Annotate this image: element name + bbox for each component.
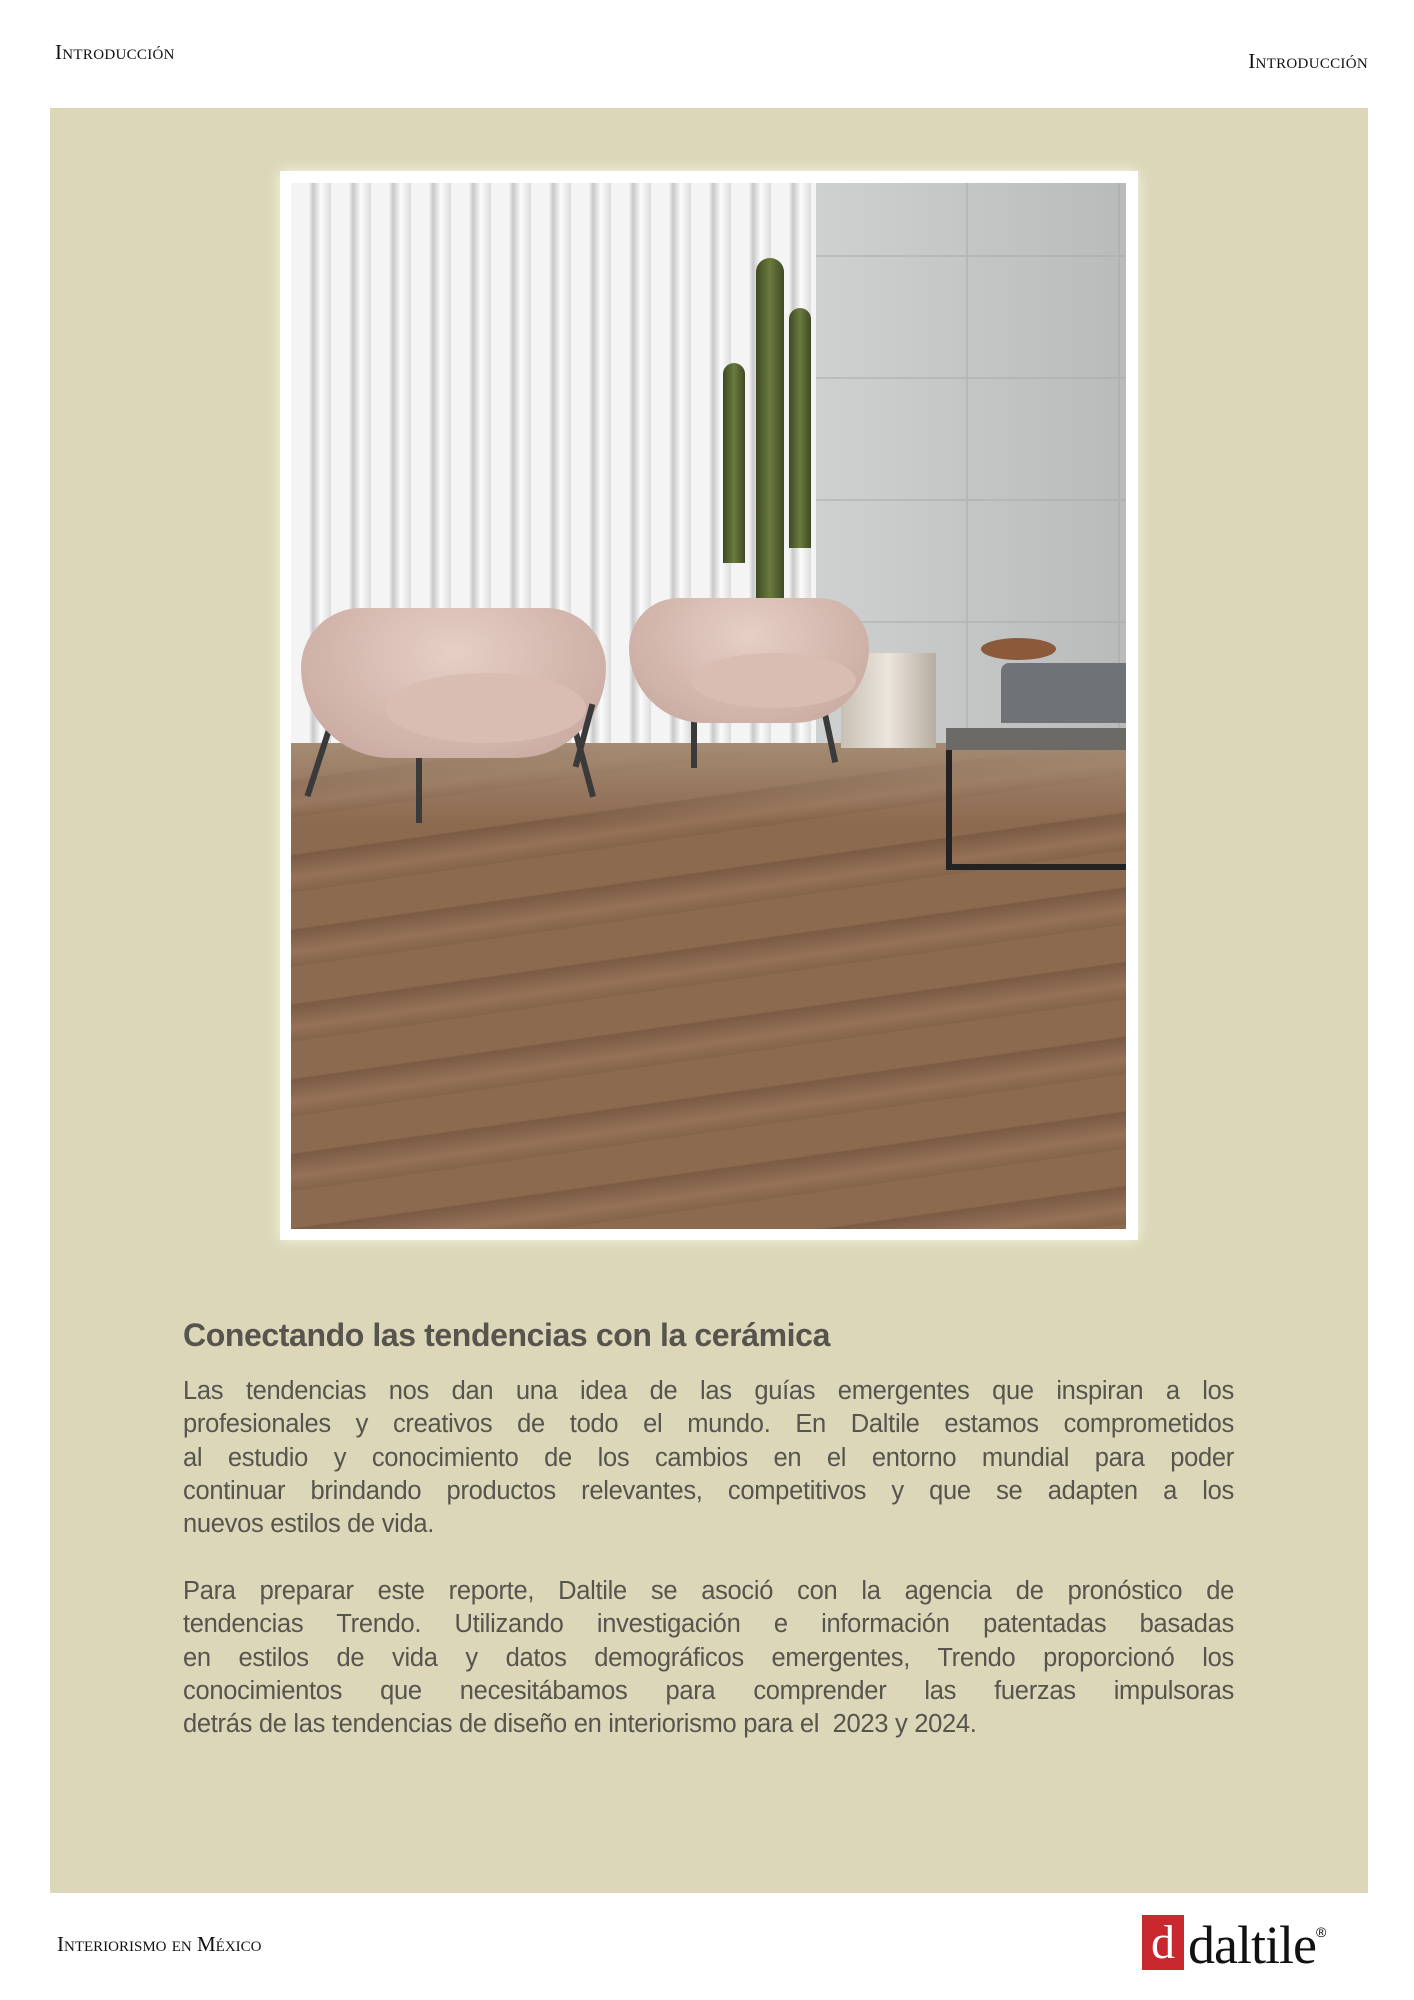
sofa <box>1001 663 1126 723</box>
coffee-table-legs <box>946 750 1126 870</box>
registered-mark: ® <box>1315 1924 1327 1940</box>
paragraph-1 <box>183 1375 1234 1541</box>
daltile-logo <box>1142 1910 1327 1975</box>
text-line: Para preparar este reporte, Daltile se asoció con la agencia de pronóstico de <box>183 1577 1234 1605</box>
text-line: Las tendencias nos dan una idea de las guías emergentes que inspiran a los <box>183 1377 1234 1405</box>
logo-wordmark: daltile <box>1188 1915 1316 1975</box>
text-line: profesionales y creativos de todo el mundo. En Daltile estamos comprometidos <box>183 1410 1234 1439</box>
cactus-arm <box>789 308 811 548</box>
logo-mark-icon: d <box>1142 1915 1184 1970</box>
text-line: nuevos estilos de vida. <box>183 1510 435 1539</box>
paragraph-2 <box>183 1575 1234 1741</box>
text-line: continuar brindando productos relevantes, competitivos y que se adapten a los <box>183 1476 1234 1505</box>
running-header-right: Introducción <box>1248 49 1368 73</box>
footer-title: Interiorismo en México <box>57 1932 262 1956</box>
armchair-seat <box>386 673 586 743</box>
coffee-table <box>946 728 1126 750</box>
text-line: detrás de las tendencias de diseño en interiorismo para el 2023 y 2024. <box>183 1710 977 1739</box>
text-line: conocimientos que necesitábamos para comprender las fuerzas impulsoras <box>183 1676 1234 1705</box>
photo-frame <box>280 171 1138 1240</box>
side-table <box>981 638 1056 660</box>
armchair-seat <box>691 653 856 708</box>
section-heading: Conectando las tendencias con la cerámica <box>183 1317 830 1353</box>
cactus-arm <box>723 363 745 563</box>
interior-photo <box>291 183 1126 1229</box>
running-header-left: Introducción <box>55 40 175 64</box>
text-line: en estilos de vida y datos demográficos emergentes, Trendo proporcionó los <box>183 1643 1234 1672</box>
text-line: al estudio y conocimiento de los cambios en el entorno mundial para poder <box>183 1443 1234 1472</box>
text-line: tendencias Trendo. Utilizando investigación e información patentadas basadas <box>183 1610 1234 1639</box>
